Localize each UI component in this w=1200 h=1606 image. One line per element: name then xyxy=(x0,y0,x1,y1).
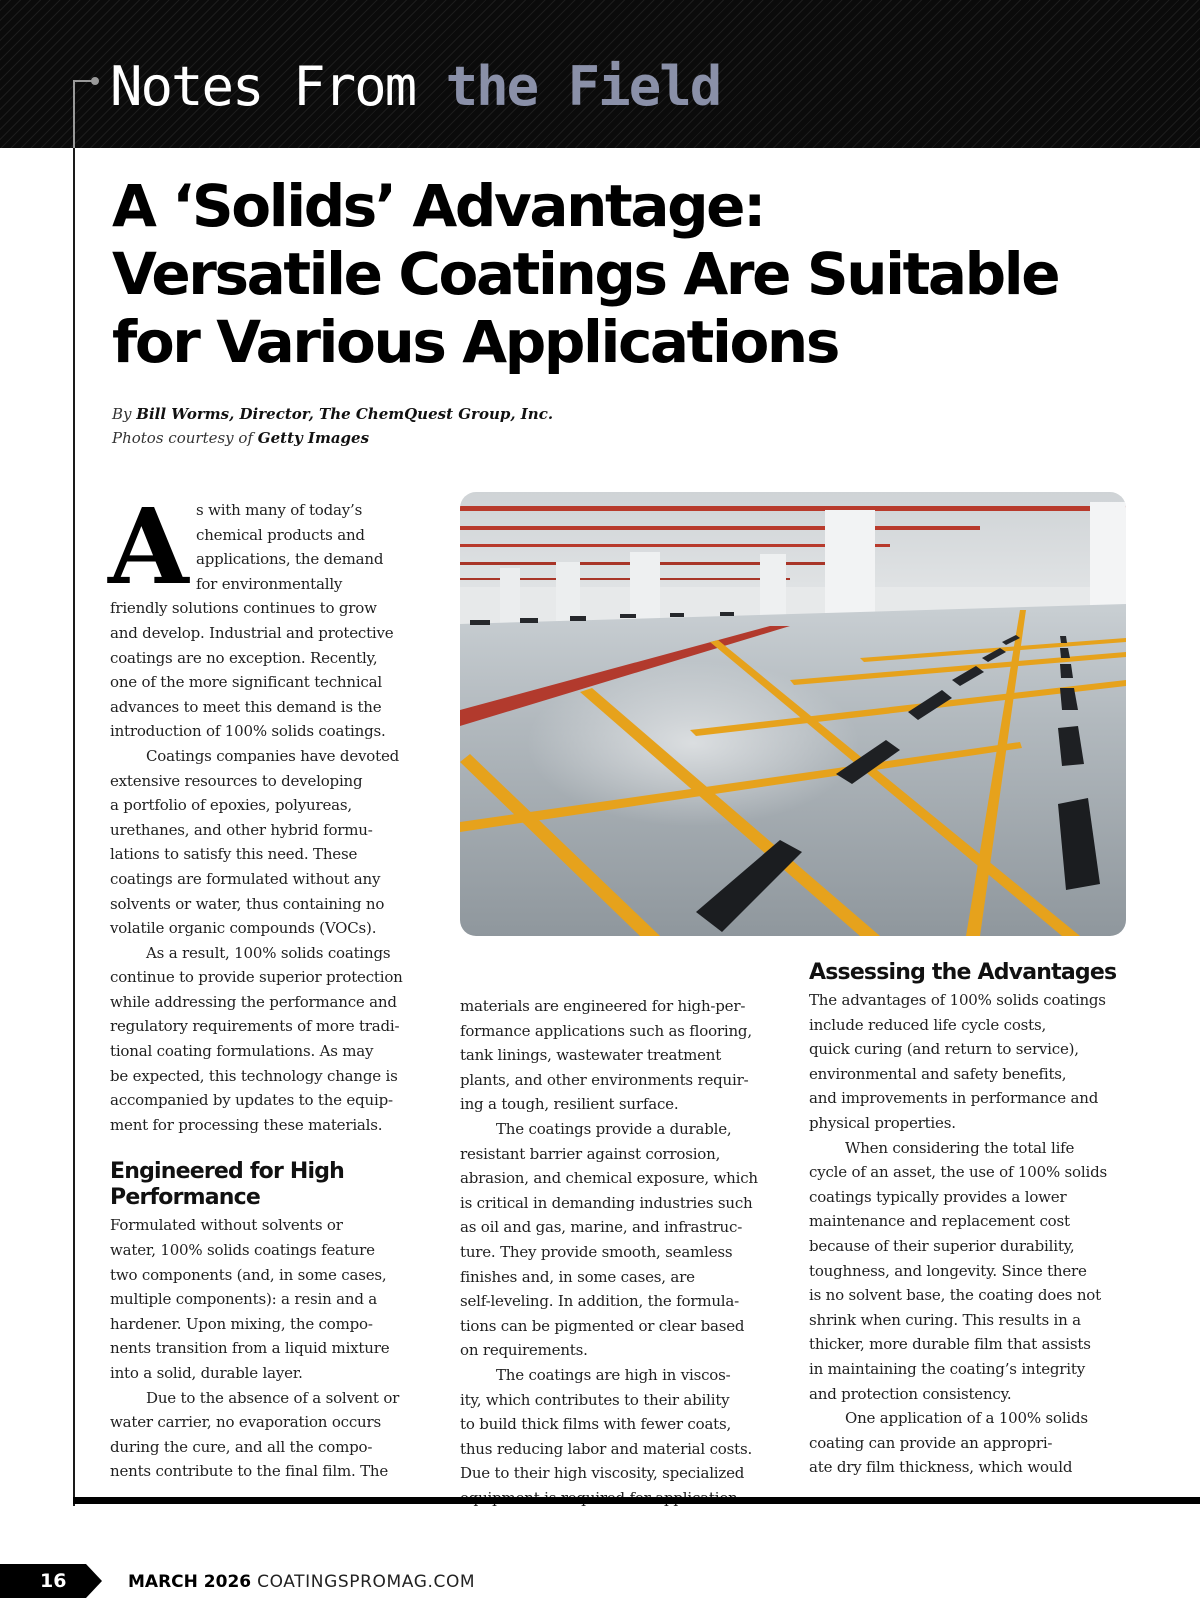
article-column-2 xyxy=(460,994,780,1510)
text-line: one of the more significant technical xyxy=(110,673,382,692)
paragraph xyxy=(110,941,422,1138)
headline-line-1: A ‘Solids’ Advantage: xyxy=(112,172,764,240)
text-line: coating can provide an appropri- xyxy=(809,1433,1053,1452)
text-line: be expected, this technology change is xyxy=(110,1066,398,1085)
text-line: is critical in demanding industries such xyxy=(460,1193,753,1212)
text-line: water carrier, no evaporation occurs xyxy=(110,1413,381,1432)
text-line: cycle of an asset, the use of 100% solids xyxy=(809,1163,1107,1182)
text-line: ate dry film thickness, which would xyxy=(809,1458,1073,1477)
text-line: and improvements in performance and xyxy=(809,1089,1099,1108)
section-title-accent: the Field xyxy=(445,55,721,118)
paragraph xyxy=(809,988,1131,1136)
website: COATINGSPROMAG.COM xyxy=(257,1572,476,1592)
text-line: nents contribute to the final film. The xyxy=(110,1462,389,1481)
photo-credit-line xyxy=(112,426,553,450)
text-line: formance applications such as flooring, xyxy=(460,1021,752,1040)
text-line: tions can be pigmented or clear based xyxy=(460,1316,745,1335)
headline-line-2: Versatile Coatings Are Suitable xyxy=(112,240,1059,308)
text-line: continue to provide superior protection xyxy=(110,968,403,987)
text-line: to build thick films with fewer coats, xyxy=(460,1415,732,1434)
text-line: ing a tough, resilient surface. xyxy=(460,1095,679,1114)
text-line: include reduced life cycle costs, xyxy=(809,1015,1047,1034)
photo-credit-label: Photos courtesy of xyxy=(112,429,258,447)
text-line: quick curing (and return to service), xyxy=(809,1040,1079,1059)
text-line: coatings are formulated without any xyxy=(110,869,381,888)
text-line: and develop. Industrial and protective xyxy=(110,623,394,642)
page-number: 16 xyxy=(40,1570,67,1592)
text-line: maintenance and replacement cost xyxy=(809,1212,1070,1231)
text-line: while addressing the performance and xyxy=(110,992,397,1011)
text-line: thicker, more durable film that assists xyxy=(809,1335,1091,1354)
paragraph xyxy=(460,1117,780,1363)
text-line: lations to satisfy this need. These xyxy=(110,845,358,864)
subhead-line-1: Engineered for High xyxy=(110,1159,345,1185)
author-line xyxy=(112,402,553,426)
text-line: urethanes, and other hybrid formu- xyxy=(110,820,373,839)
byline xyxy=(112,402,553,450)
text-line: One application of a 100% solids xyxy=(845,1409,1088,1428)
text-line: ture. They provide smooth, seamless xyxy=(460,1242,733,1261)
text-line: finishes and, in some cases, are xyxy=(460,1267,695,1286)
text-line: The advantages of 100% solids coatings xyxy=(809,991,1106,1009)
text-line: tank linings, wastewater treatment xyxy=(460,1046,722,1065)
text-line: ment for processing these materials. xyxy=(110,1115,383,1134)
paragraph xyxy=(460,1363,780,1511)
text-line: two components (and, in some cases, xyxy=(110,1265,387,1284)
text-line: for environmentally xyxy=(196,574,343,593)
text-line: plants, and other environments requir- xyxy=(460,1070,749,1089)
text-line: abrasion, and chemical exposure, which xyxy=(460,1169,758,1188)
footer-info xyxy=(128,1566,475,1598)
text-line: accompanied by updates to the equip- xyxy=(110,1091,393,1110)
text-line: materials are engineered for high-per- xyxy=(460,997,746,1015)
paragraph xyxy=(809,1136,1131,1407)
text-line: coatings are no exception. Recently, xyxy=(110,648,378,667)
text-line: as oil and gas, marine, and infrastruc- xyxy=(460,1218,743,1237)
text-line: multiple components): a resin and a xyxy=(110,1290,378,1309)
text-line: s with many of today’s xyxy=(196,501,363,519)
text-line: and protection consistency. xyxy=(809,1384,1012,1403)
text-line: solvents or water, thus containing no xyxy=(110,894,385,913)
text-line: on requirements. xyxy=(460,1341,588,1360)
text-line: physical properties. xyxy=(809,1113,956,1132)
frame-dot-icon xyxy=(91,77,99,85)
subhead-line-2: Performance xyxy=(110,1185,261,1211)
parking-garage-photo xyxy=(460,492,1126,936)
paragraph xyxy=(110,1213,422,1385)
paragraph xyxy=(460,994,780,1117)
text-line: Coatings companies have devoted xyxy=(146,746,400,765)
text-line: environmental and safety benefits, xyxy=(809,1064,1067,1083)
text-line: water, 100% solids coatings feature xyxy=(110,1241,375,1260)
article-column-3 xyxy=(809,960,1131,1480)
text-line: Due to the absence of a solvent or xyxy=(146,1388,400,1407)
text-line: hardener. Upon mixing, the compo- xyxy=(110,1314,373,1333)
subhead-assessing: Assessing the Advantages xyxy=(809,960,1117,985)
text-line: shrink when curing. This results in a xyxy=(809,1310,1081,1329)
section-title xyxy=(110,52,720,122)
text-line: When considering the total life xyxy=(845,1138,1075,1157)
paragraph xyxy=(110,744,422,941)
subhead-engineered xyxy=(110,1159,422,1211)
text-line: introduction of 100% solids coatings. xyxy=(110,722,386,741)
text-line: a portfolio of epoxies, polyureas, xyxy=(110,796,352,815)
text-line: nents transition from a liquid mixture xyxy=(110,1339,390,1358)
text-line: tional coating formulations. As may xyxy=(110,1042,374,1061)
article-column-1 xyxy=(108,485,422,1484)
parking-garage-illustration xyxy=(460,492,1126,936)
drop-cap: A xyxy=(108,485,189,608)
text-line: applications, the demand xyxy=(196,550,384,569)
text-line: toughness, and longevity. Since there xyxy=(809,1261,1087,1280)
text-line: chemical products and xyxy=(196,525,365,544)
text-line: self-leveling. In addition, the formula- xyxy=(460,1292,740,1311)
issue-date: MARCH 2026 xyxy=(128,1572,252,1592)
text-line: Due to their high viscosity, specialized xyxy=(460,1464,745,1483)
frame-line-vertical xyxy=(73,80,75,1506)
text-line: extensive resources to developing xyxy=(110,771,363,790)
byline-author: Bill Worms, Director, The ChemQuest Group, Inc. xyxy=(136,405,554,423)
paragraph xyxy=(110,1386,422,1484)
text-line: is no solvent base, the coating does not xyxy=(809,1286,1101,1305)
text-line: because of their superior durability, xyxy=(809,1236,1075,1255)
paragraph xyxy=(809,1406,1131,1480)
text-line: in maintaining the coating’s integrity xyxy=(809,1359,1085,1378)
frame-line-top-segment xyxy=(73,80,75,148)
headline-line-3: for Various Applications xyxy=(112,308,838,376)
page-bottom-rule xyxy=(73,1497,1200,1504)
text-line: friendly solutions continues to grow xyxy=(110,599,377,618)
article-headline xyxy=(112,172,1112,376)
section-title-main: Notes From xyxy=(110,55,446,118)
text-line: into a solid, durable layer. xyxy=(110,1364,303,1382)
text-line: advances to meet this demand is the xyxy=(110,697,382,716)
text-line: Formulated without solvents or xyxy=(110,1216,343,1235)
text-line: resistant barrier against corrosion, xyxy=(460,1144,721,1163)
text-line: The coatings provide a durable, xyxy=(496,1119,732,1138)
photo-credit-source: Getty Images xyxy=(257,429,370,447)
text-line: ity, which contributes to their ability xyxy=(460,1390,730,1409)
text-line: coatings typically provides a lower xyxy=(809,1187,1067,1206)
byline-by: By xyxy=(112,405,137,423)
text-line: thus reducing labor and material costs. xyxy=(460,1439,753,1458)
text-line: during the cure, and all the compo- xyxy=(110,1437,373,1456)
text-line: The coatings are high in viscos- xyxy=(496,1365,731,1384)
text-line: volatile organic compounds (VOCs). xyxy=(110,919,377,938)
text-line: regulatory requirements of more tradi- xyxy=(110,1017,400,1036)
text-line: As a result, 100% solids coatings xyxy=(146,943,391,962)
